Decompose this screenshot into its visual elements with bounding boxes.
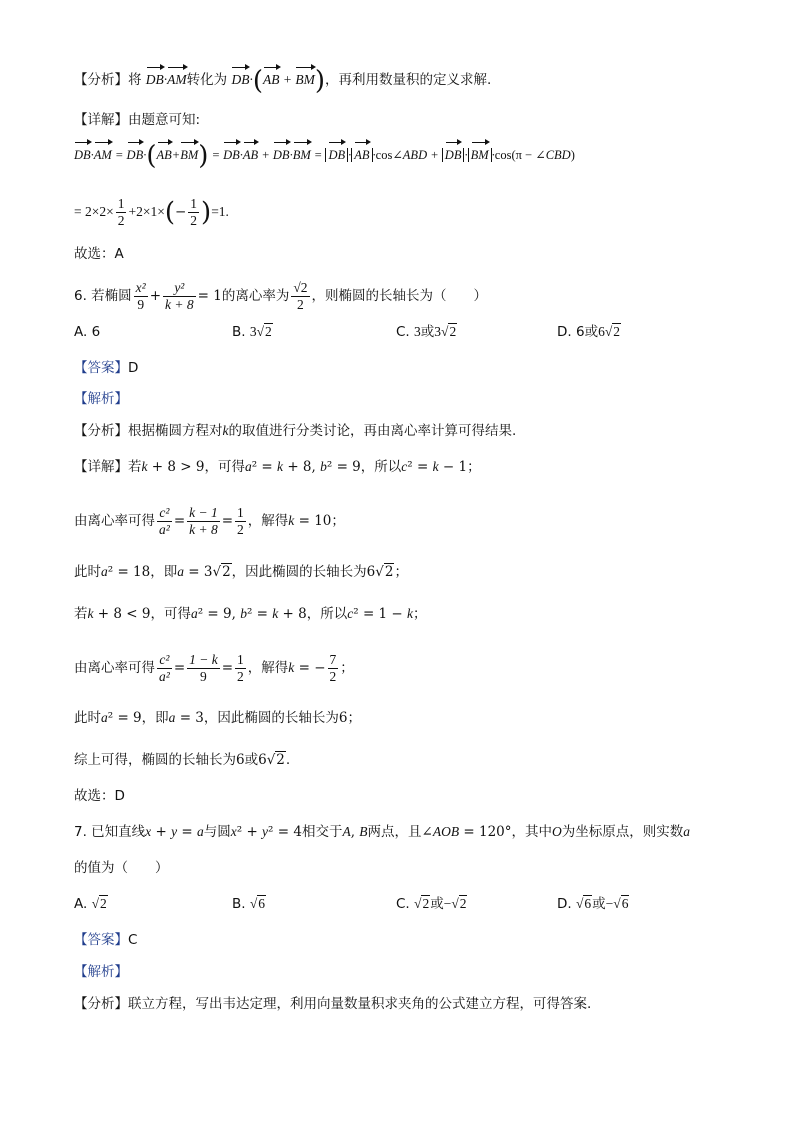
q7-stem-line2: 的值为（ ） (74, 860, 169, 876)
q5-analysis-line (74, 65, 492, 96)
q5-result-text: +2×1× (128, 204, 165, 219)
q6-detail-5: 由离心率可得 $\frac{\text{c²}}{\text{a²}}$ = $\frac{1 - k}{9}$ = $\frac{1}{2}$ ，解得k = − $\frac{7}{2}$ ； (74, 652, 354, 684)
q7-analysis (74, 994, 591, 1014)
q7-option-d[interactable]: D. √6或−√6 (557, 896, 629, 912)
q6-option-c[interactable]: C. 3或3√2 (396, 324, 457, 340)
option-label: D. 6或 (557, 324, 599, 340)
q7-stem-text: 7. 已知直线 (74, 824, 146, 840)
q5-result-text: = 2×2× (74, 204, 114, 219)
q5-choice: 故选：A (74, 246, 124, 262)
q7-option-b[interactable]: B. √6 (232, 896, 266, 912)
detail-tag: 【详解】 (74, 459, 128, 475)
q6-detail-7: 综上可得，椭圆的长轴长为6或6√2. (74, 752, 291, 768)
fraction: $\frac{k - 1}{k + 8}$ (189, 505, 218, 537)
q7-stem: 7. 已知直线x + y = a与圆x² + y² = 4相交于A, B两点，且∠AOB = 120°，其中O为坐标原点，则实数a (74, 824, 691, 840)
detail-text: ； (340, 660, 354, 676)
option-label: C. (396, 324, 410, 340)
detail-text: 由离心率可得 (74, 513, 155, 529)
analysis-tag: 【分析】 (74, 423, 128, 439)
q7-analysis-text: 联立方程，写出韦达定理，利用向量数量积求夹角的公式建立方程，可得答案. (128, 996, 592, 1012)
q6-explain-tag: 【解析】 (74, 391, 128, 407)
fraction: $\frac{1}{2}$ (237, 652, 244, 684)
q6-detail-1: 【详解】若k + 8 > 9，可得a² = k + 8, b² = 9，所以c² = k − 1； (74, 459, 481, 475)
detail-text: 由离心率可得 (74, 660, 155, 676)
fraction: $\frac{√2}{2}$ (293, 280, 308, 312)
q7-option-c[interactable]: C. √2或−√2 (396, 896, 467, 912)
q5-analysis-text: ，再利用数量积的定义求解. (325, 72, 492, 88)
q6-choice: 故选：D (74, 788, 125, 804)
vector-expression: DB·AM (146, 72, 187, 87)
q6-stem-text: 6. 若椭圆 (74, 288, 132, 304)
q7-option-a[interactable]: A. √2 (74, 896, 107, 912)
fraction: $\frac{\text{x²}}{9}$ (135, 280, 146, 312)
detail-text: ，即 (150, 564, 178, 580)
detail-text: ，所以 (306, 606, 348, 622)
answer-value: D (128, 360, 139, 376)
detail-text: ； (347, 710, 361, 726)
fraction: $\frac{7}{2}$ (329, 652, 337, 684)
q6-option-b[interactable]: B. 3√2 (232, 324, 272, 340)
q6-analysis-text: 根据椭圆方程对 (128, 423, 223, 439)
fraction: $\frac{1}{2}$ (237, 505, 244, 537)
detail-text: 若 (128, 459, 142, 475)
option-label: D. (557, 896, 572, 912)
q5-analysis-text: 转化为 (186, 72, 228, 88)
option-label: C. (396, 896, 410, 912)
q7-stem-text: ，其中 (511, 824, 553, 840)
q6-detail-6: 此时a² = 9，即a = 3，因此椭圆的长轴长为6； (74, 710, 361, 726)
q7-stem-text: 为坐标原点，则实数 (561, 824, 684, 840)
detail-text: 若 (74, 606, 88, 622)
fraction: $\frac{\text{c²}}{\text{a²}}$ (159, 652, 170, 684)
q6-detail-4: 若k + 8 < 9，可得a² = 9, b² = k + 8，所以c² = 1 − k； (74, 606, 427, 622)
answer-tag: 【答案】 (74, 932, 128, 948)
q5-result-text: =1. (211, 204, 229, 219)
analysis-tag: 【分析】 (74, 72, 128, 88)
option-label: B. (232, 896, 246, 912)
answer-tag: 【答案】 (74, 360, 128, 376)
q7-answer (74, 930, 137, 950)
detail-text: ； (331, 513, 345, 529)
q7-explain-tag: 【解析】 (74, 964, 128, 980)
q5-detail-line (74, 110, 200, 130)
q6-option-a[interactable]: A. 6 (74, 324, 101, 340)
detail-text: 综上可得，椭圆的长轴长为 (74, 752, 236, 768)
fraction: $\frac{1}{2}$ (117, 196, 125, 228)
q6-analysis-text: 的取值进行分类讨论，再由离心率计算可得结果. (228, 423, 517, 439)
fraction: $\frac{\text{c²}}{\text{a²}}$ (159, 505, 170, 537)
detail-text: ； (467, 459, 481, 475)
detail-text: ，所以 (360, 459, 402, 475)
option-label: B. (232, 324, 246, 340)
q6-answer (74, 358, 138, 378)
q6-analysis: 【分析】根据椭圆方程对k的取值进行分类讨论，再由离心率计算可得结果. (74, 423, 517, 439)
q7-stem-text: 相交于 (301, 824, 343, 840)
analysis-tag: 【分析】 (74, 996, 128, 1012)
detail-tag: 【详解】 (74, 112, 128, 128)
detail-text: 此时 (74, 710, 101, 726)
q6-stem: 6. 若椭圆 $\frac{\text{x²}}{9}$ + $\frac{\text{y²}}{k + 8}$ = 1的离心率为 $\frac{√2}{2}$ ，则椭圆的长轴长为（ ） (74, 280, 488, 312)
detail-text: ，因此椭圆的长轴长为 (231, 564, 367, 580)
q6-option-d[interactable]: D. 6或6√2 (557, 324, 620, 340)
detail-text: ，解得 (247, 660, 289, 676)
fraction: $\frac{1 - k}{9}$ (189, 652, 218, 684)
detail-text: . (285, 752, 291, 768)
q6-detail-3: 此时a² = 18，即a = 3√2，因此椭圆的长轴长为6√2； (74, 564, 408, 580)
q5-result: = 2×2× $\frac{1}{2}$ +2×1×(− $\frac{1}{2}$ )=1. (74, 196, 229, 228)
fraction: $\frac{1}{2}$ (190, 196, 198, 228)
detail-text: 此时 (74, 564, 101, 580)
detail-text: ，解得 (247, 513, 289, 529)
option-label: A. (74, 896, 88, 912)
detail-text: ； (413, 606, 427, 622)
q5-equation: DB·AM = DB·(AB+BM) = DB·AB + DB·BM = DB · AB ·cos∠ABD + DB · BM ·cos(π − ∠CBD) (74, 141, 575, 172)
q6-stem-text: ，则椭圆的长轴长为（ ） (311, 288, 488, 304)
answer-value: C (128, 932, 138, 948)
q6-detail-2: 由离心率可得 $\frac{\text{c²}}{\text{a²}}$ = $\frac{k - 1}{k + 8}$ = $\frac{1}{2}$ ，解得k = 10； (74, 505, 345, 537)
detail-text: ，可得 (204, 459, 245, 475)
fraction: $\frac{\text{y²}}{k + 8}$ (165, 280, 194, 312)
vector-expression: DB·(AB + BM) (231, 65, 326, 96)
q5-analysis-text: 将 (128, 72, 142, 88)
detail-text: ； (394, 564, 408, 580)
detail-text: ，可得 (150, 606, 191, 622)
detail-text: 或 (244, 752, 259, 768)
q7-stem-text: 与圆 (203, 824, 231, 840)
q5-detail-text: 由题意可知: (128, 112, 201, 128)
detail-text: ，因此椭圆的长轴长为 (203, 710, 339, 726)
detail-text: ，即 (141, 710, 169, 726)
q7-stem-text: 两点，且 (367, 824, 422, 840)
q6-stem-text: 的离心率为 (221, 288, 290, 304)
